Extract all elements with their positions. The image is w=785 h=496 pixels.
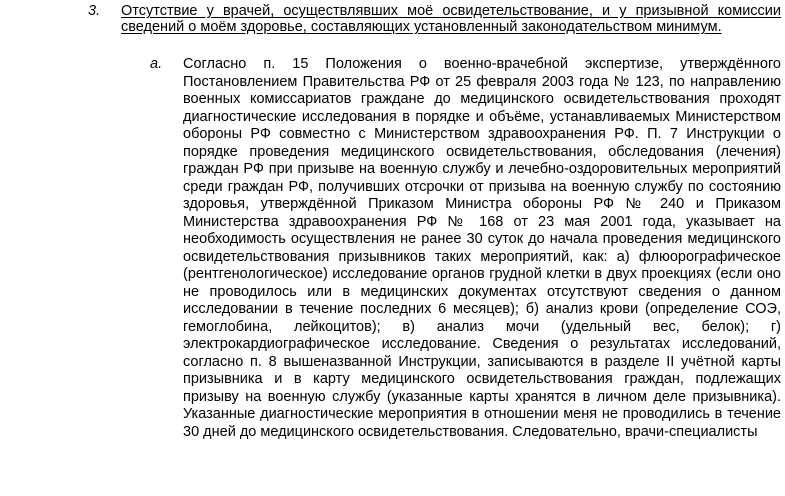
list-item-heading: Отсутствие у врачей, осуществлявших моё освидетельствование, и у призывной комиссии сведений о моём здоровье, составляющих установленный законодательством минимум.: [121, 3, 781, 35]
list-item-number: 3.: [88, 3, 101, 19]
sub-item-letter: a.: [150, 56, 163, 72]
sub-item-paragraph: Согласно п. 15 Положения о военно-врачебной экспертизе, утверждённого Постановлением Правительства РФ от 25 февраля 2003 года № 123, по направлению военных комиссариатов граждане до медицинского освидетельствования проходят диагностические исследования в порядке и объёме, устанавливаемых Министерством обороны РФ совместно с Министерством здравоохранения РФ. П. 7 Инструкции о порядке проведения медицинского освидетельствования, обследования (лечения) граждан РФ при призыве на военную службу и лечебно-оздоровительных мероприятий среди граждан РФ, получивших отсрочки от призыва на военную службу по состоянию здоровья, утверждённой Приказом Министра обороны РФ № 240 и Приказом Министерства здравоохранения РФ № 168 от 23 мая 2001 года, указывает на необходимость осуществления не ранее 30 суток до начала проведения медицинского освидетельствования призывников таких мероприятий, как: а) флюорографическое (рентгенологическое) исследование органов грудной клетки в двух проекциях (если оно не проводилось или в медицинских документах отсутствуют сведения о данном исследовании в течение последних 6 месяцев); б) анализ крови (определение СОЭ, гемоглобина, лейкоцитов); в) анализ мочи (удельный вес, белок); г) электрокардиографическое исследование. Сведения о результатах исследований, согласно п. 8 вышеназванной Инструкции, записываются в разделе II учётной карты призывника и в карту медицинского освидетельствования граждан, подлежащих призыву на военную службу (указанные карты хранятся в личном деле призывника). Указанные диагностические мероприятия в отношении меня не проводились в течение 30 дней до медицинского освидетельствования. Следовательно, врачи-специалисты: [183, 56, 781, 440]
